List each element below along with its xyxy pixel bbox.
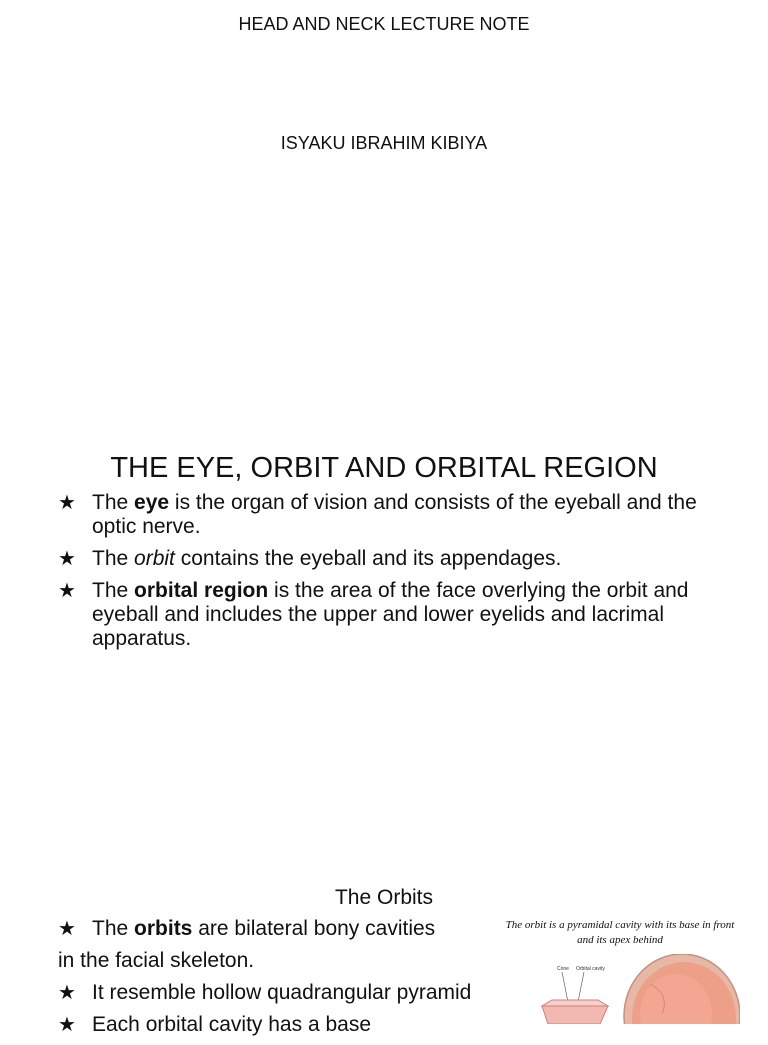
list-item: ★ It resemble hollow quadrangular pyramid bbox=[58, 981, 472, 1004]
star-icon: ★ bbox=[58, 548, 76, 570]
star-icon: ★ bbox=[58, 492, 76, 514]
list-item: ★ The orbits are bilateral bony cavities bbox=[58, 917, 436, 940]
list-item: ★ Each orbital cavity has a base bbox=[58, 1013, 371, 1036]
figure-caption: The orbit is a pyramidal cavity with its base in front and its apex behind bbox=[505, 919, 735, 946]
bullet-list bbox=[58, 917, 498, 1045]
star-icon: ★ bbox=[58, 580, 76, 602]
orbit-figure bbox=[500, 918, 740, 1024]
term-eye: eye bbox=[134, 491, 170, 514]
subsection-title: The Orbits bbox=[334, 886, 434, 909]
list-item: ★ The orbital region is the area of the face overlying the orbit and eyeball and includes the upper and lower eyelids and lacrimal apparatus. bbox=[58, 579, 689, 650]
term-orbits: orbits bbox=[134, 917, 193, 940]
figure-label-cone: Cone bbox=[557, 966, 569, 972]
document-title: HEAD AND NECK LECTURE NOTE bbox=[238, 14, 530, 34]
section-title: THE EYE, ORBIT AND ORBITAL REGION bbox=[110, 452, 658, 484]
star-icon: ★ bbox=[58, 918, 76, 940]
term-orbit: orbit bbox=[134, 547, 175, 570]
orbit-illustration bbox=[500, 954, 740, 1024]
continuation-text: in the facial skeleton. bbox=[58, 949, 255, 972]
star-icon: ★ bbox=[58, 1014, 76, 1036]
author-name: ISYAKU IBRAHIM KIBIYA bbox=[280, 133, 488, 153]
bullet-list bbox=[58, 491, 708, 659]
term-orbital-region: orbital region bbox=[134, 579, 269, 602]
star-icon: ★ bbox=[58, 982, 76, 1004]
figure-label-orbital-cavity: Orbital cavity bbox=[576, 966, 605, 972]
list-item: ★ The eye is the organ of vision and consists of the eyeball and the optic nerve. bbox=[58, 491, 697, 538]
list-item: ★ The orbit contains the eyeball and its appendages. bbox=[58, 547, 562, 570]
